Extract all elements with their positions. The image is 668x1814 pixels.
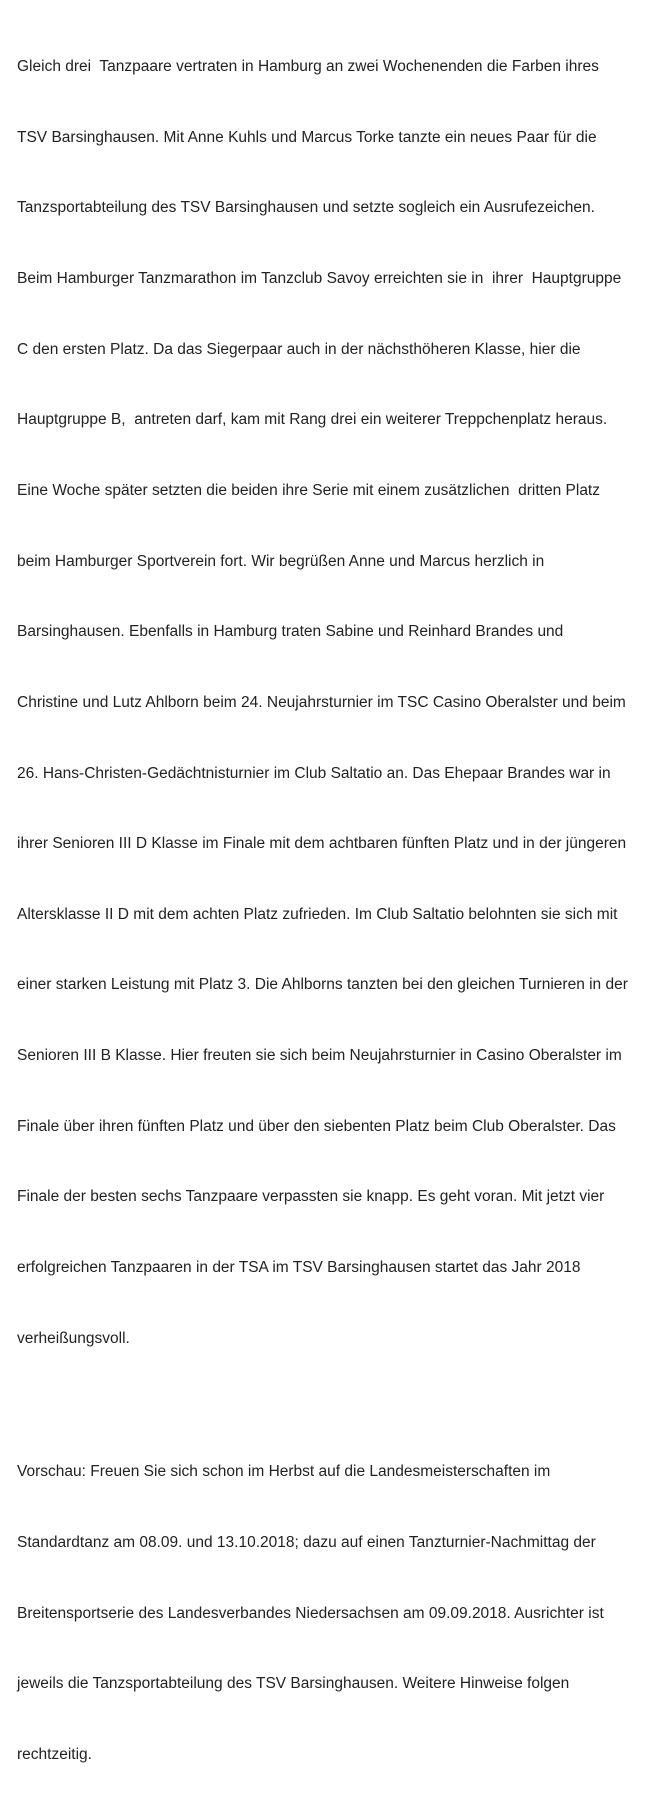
article-paragraph-preview <box>17 1413 656 1813</box>
text-line: Vorschau: Freuen Sie sich schon im Herbst auf die Landesmeisterschaften im <box>17 1463 551 1481</box>
text-line: einer starken Leistung mit Platz 3. Die Ahlborns tanzten bei den gleichen Turnieren in der <box>17 976 628 994</box>
text-line: Tanzsportabteilung des TSV Barsinghausen und setzte sogleich ein Ausrufezeichen. <box>17 199 595 217</box>
text-line: Beim Hamburger Tanzmarathon im Tanzclub Savoy erreichten sie in ihrer Hauptgruppe <box>17 270 622 288</box>
text-line: Senioren III B Klasse. Hier freuten sie sich beim Neujahrsturnier in Casino Oberalster im <box>17 1047 622 1065</box>
text-line: Standardtanz am 08.09. und 13.10.2018; dazu auf einen Tanzturnier-Nachmittag der <box>17 1534 596 1551</box>
text-line: C den ersten Platz. Da das Siegerpaar auch in der nächsthöheren Klasse, hier die <box>17 340 581 358</box>
text-line: beim Hamburger Sportverein fort. Wir begrüßen Anne und Marcus herzlich in <box>17 552 545 570</box>
text-line: jeweils die Tanzsportabteilung des TSV Barsinghausen. Weitere Hinweise folgen <box>17 1675 570 1693</box>
text-line: Finale über ihren fünften Platz und über den siebenten Platz beim Club Oberalster. Das <box>17 1117 616 1135</box>
text-line: rechtzeitig. <box>17 1745 92 1763</box>
text-line: erfolgreichen Tanzpaaren in der TSA im TSV Barsinghausen startet das Jahr 2018 <box>17 1258 581 1276</box>
text-line: ihrer Senioren III D Klasse im Finale mit dem achtbaren fünften Platz und in der jüngeren <box>17 835 627 853</box>
text-line: Finale der besten sechs Tanzpaare verpassten sie knapp. Es geht voran. Mit jetzt vier <box>17 1188 605 1206</box>
text-line: Barsinghausen. Ebenfalls in Hamburg traten Sabine und Reinhard Brandes und <box>17 623 564 641</box>
text-line: Altersklasse II D mit dem achten Platz zufrieden. Im Club Saltatio belohnten sie sich mit <box>17 905 618 923</box>
text-line: Christine und Lutz Ahlborn beim 24. Neujahrsturnier im TSC Casino Oberalster und beim <box>17 693 626 711</box>
text-line: Eine Woche später setzten die beiden ihre Serie mit einem zusätzlichen dritten Platz <box>17 481 600 499</box>
text-line: verheißungsvoll. <box>17 1329 130 1347</box>
text-line: 26. Hans-Christen-Gedächtnisturnier im Club Saltatio an. Das Ehepaar Brandes war in <box>17 764 611 782</box>
article-body <box>0 8 668 1814</box>
article-paragraph-main <box>17 8 656 1397</box>
text-line: Gleich drei Tanzpaare vertraten in Hamburg an zwei Wochenenden die Farben ihres <box>17 58 599 76</box>
text-line: TSV Barsinghausen. Mit Anne Kuhls und Marcus Torke tanzte ein neues Paar für die <box>17 128 597 146</box>
text-line: Breitensportserie des Landesverbandes Niedersachsen am 09.09.2018. Ausrichter ist <box>17 1604 604 1622</box>
text-line: Hauptgruppe B, antreten darf, kam mit Rang drei ein weiterer Treppchenplatz heraus. <box>17 411 608 429</box>
